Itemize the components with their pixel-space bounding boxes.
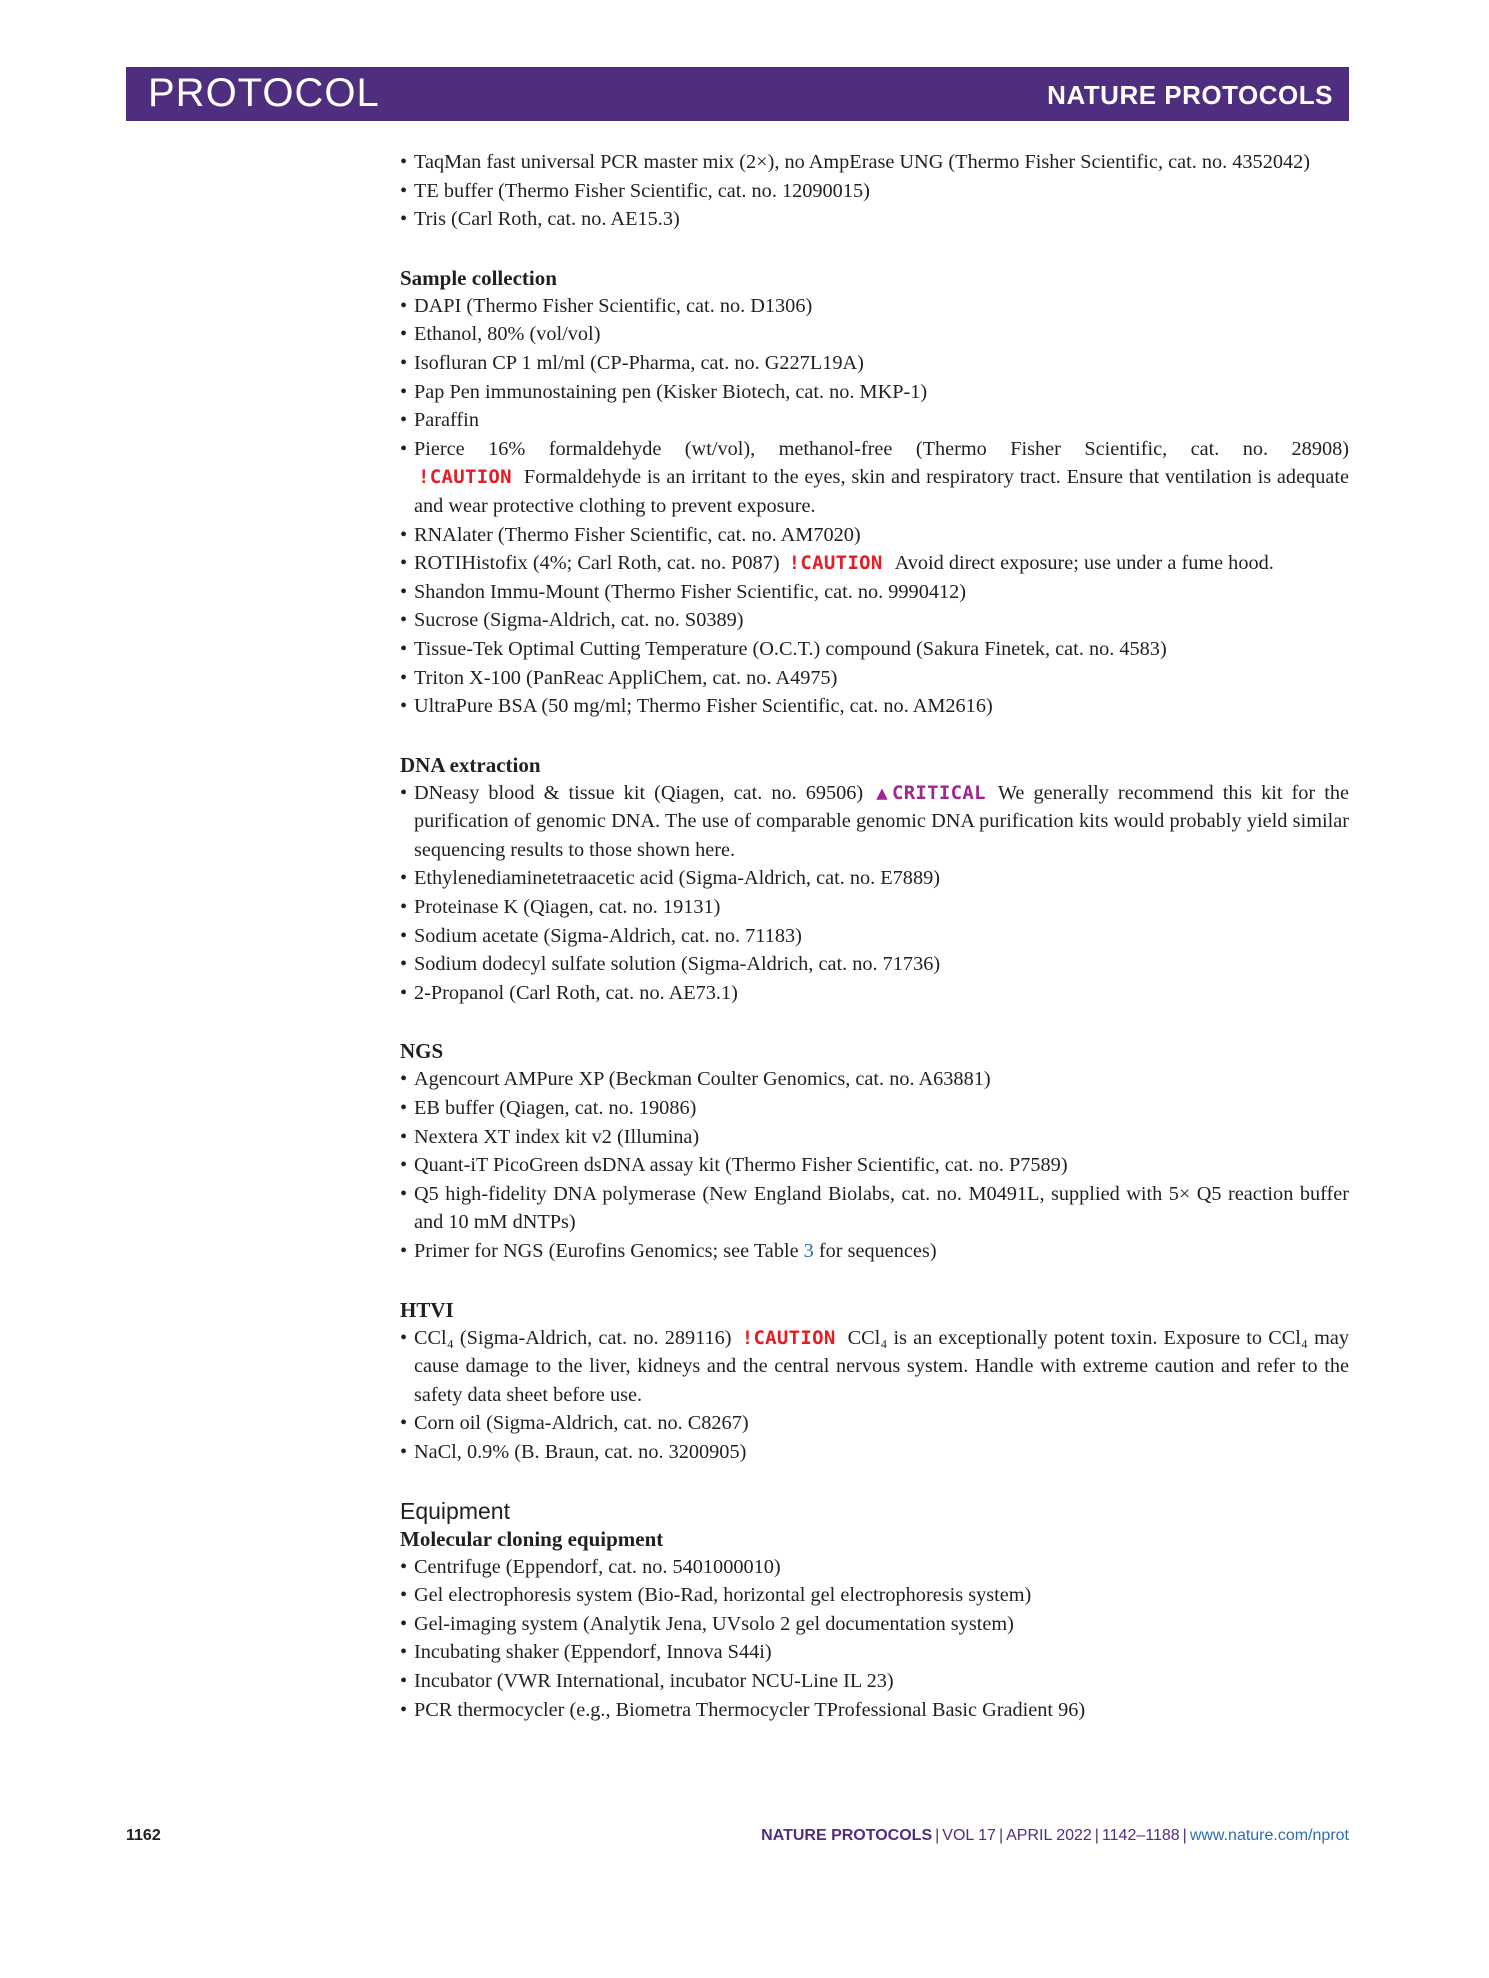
section-title: NGS xyxy=(400,1039,444,1064)
list-item: • Centrifuge (Eppendorf, cat. no. 5401000010) xyxy=(400,1553,1349,1582)
list-item: • TaqMan fast universal PCR master mix (2×), no AmpErase UNG (Thermo Fisher Scientific, cat. no. 4352042) xyxy=(400,148,1349,177)
table-link[interactable]: 3 xyxy=(803,1240,814,1262)
htvi-list xyxy=(400,1324,1349,1467)
page-footer xyxy=(126,1827,1349,1851)
list-item: • Ethanol, 80% (vol/vol) xyxy=(400,320,1349,349)
list-item-primer xyxy=(400,1237,1349,1266)
list-item: • Paraffin xyxy=(400,406,1349,435)
citation: NATURE PROTOCOLS | VOL 17 | APRIL 2022 | 1142–1188 | www.nature.com/nprot xyxy=(761,1827,1349,1844)
caution-label: !CAUTION xyxy=(788,552,883,575)
section-title: DNA extraction xyxy=(400,752,541,777)
list-item: • Quant-iT PicoGreen dsDNA assay kit (Thermo Fisher Scientific, cat. no. P7589) xyxy=(400,1151,1349,1180)
list-item: • RNAlater (Thermo Fisher Scientific, cat. no. AM7020) xyxy=(400,521,1349,550)
list-item: • 2-Propanol (Carl Roth, cat. no. AE73.1) xyxy=(400,979,1349,1008)
list-item: • Corn oil (Sigma-Aldrich, cat. no. C8267) xyxy=(400,1409,1349,1438)
section-title: HTVI xyxy=(400,1297,454,1322)
critical-text: We generally recommend this kit for the purification of genomic DNA. The use of comparable genomic DNA purification kits would probably yield similar sequencing results to those shown here. xyxy=(414,781,1349,861)
caution-label: !CAUTION xyxy=(741,1326,836,1349)
intro-section xyxy=(400,148,1349,234)
caution-label: !CAUTION xyxy=(418,466,512,489)
footer-date: APRIL 2022 xyxy=(1006,1827,1092,1844)
list-item: • EB buffer (Qiagen, cat. no. 19086) xyxy=(400,1094,1349,1123)
caution-text: Avoid direct exposure; use under a fume hood. xyxy=(894,552,1274,575)
sample-collection-section xyxy=(400,264,1349,721)
equipment-heading: Equipment xyxy=(400,1497,510,1524)
list-item: • Nextera XT index kit v2 (Illumina) xyxy=(400,1123,1349,1152)
item-text: CCl₄ (Sigma-Aldrich, cat. no. 289116) xyxy=(414,1326,732,1349)
list-item: • PCR thermocycler (e.g., Biometra Thermocycler TProfessional Basic Gradient 96) xyxy=(400,1696,1349,1725)
item-text: Pierce 16% formaldehyde (wt/vol), methanol-free (Thermo Fisher Scientific, cat. no. 28908) xyxy=(414,437,1349,460)
list-item: • Sucrose (Sigma-Aldrich, cat. no. S0389) xyxy=(400,606,1349,635)
list-item-ccl4 xyxy=(400,1324,1349,1410)
main-content xyxy=(400,148,1349,1724)
header-banner xyxy=(126,67,1349,121)
item-text: Primer for NGS (Eurofins Genomics; see Table xyxy=(414,1240,804,1262)
list-item: • Incubator (VWR International, incubator NCU-Line IL 23) xyxy=(400,1667,1349,1696)
list-item: • Tris (Carl Roth, cat. no. AE15.3) xyxy=(400,205,1349,234)
section-label: PROTOCOL xyxy=(148,71,380,115)
list-item: • Tissue-Tek Optimal Cutting Temperature (O.C.T.) compound (Sakura Finetek, cat. no. 4583) xyxy=(400,635,1349,664)
caution-text: Formaldehyde is an irritant to the eyes, skin and respiratory tract. Ensure that ventilation is adequate and wear protective clothing to prevent exposure. xyxy=(414,466,1349,517)
footer-url[interactable]: www.nature.com/nprot xyxy=(1189,1827,1349,1844)
list-item: • UltraPure BSA (50 mg/ml; Thermo Fisher Scientific, cat. no. AM2616) xyxy=(400,692,1349,721)
list-item-dneasy xyxy=(400,779,1349,865)
list-item: • Gel electrophoresis system (Bio-Rad, horizontal gel electrophoresis system) xyxy=(400,1581,1349,1610)
list-item: • Sodium dodecyl sulfate solution (Sigma-Aldrich, cat. no. 71736) xyxy=(400,950,1349,979)
section-title: Molecular cloning equipment xyxy=(400,1526,664,1551)
list-item: • Triton X-100 (PanReac AppliChem, cat. no. A4975) xyxy=(400,664,1349,693)
list-item: • Isofluran CP 1 ml/ml (CP-Pharma, cat. no. G227L19A) xyxy=(400,349,1349,378)
list-item: • Sodium acetate (Sigma-Aldrich, cat. no. 71183) xyxy=(400,922,1349,951)
section-title: Sample collection xyxy=(400,265,557,290)
caution-text: CCl₄ is an exceptionally potent toxin. Exposure to CCl₄ may cause damage to the liver, kidneys and the central nervous system. Handle with extreme caution and refer to the safety data sheet before use. xyxy=(414,1326,1349,1406)
dna-extraction-section xyxy=(400,751,1349,1008)
ngs-section xyxy=(400,1037,1349,1265)
list-item: • Shandon Immu-Mount (Thermo Fisher Scientific, cat. no. 9990412) xyxy=(400,578,1349,607)
footer-volume: VOL 17 xyxy=(942,1827,996,1844)
list-item: • Proteinase K (Qiagen, cat. no. 19131) xyxy=(400,893,1349,922)
htvi-section xyxy=(400,1296,1349,1467)
ngs-list xyxy=(400,1065,1349,1265)
footer-pages: 1142–1188 xyxy=(1101,1827,1180,1844)
page-number: 1162 xyxy=(126,1827,161,1844)
list-item: • Ethylenediaminetetraacetic acid (Sigma-Aldrich, cat. no. E7889) xyxy=(400,864,1349,893)
list-item: • Pap Pen immunostaining pen (Kisker Biotech, cat. no. MKP-1) xyxy=(400,378,1349,407)
sample-collection-list xyxy=(400,292,1349,721)
item-text: for sequences) xyxy=(813,1240,937,1262)
list-item: • Incubating shaker (Eppendorf, Innova S44i) xyxy=(400,1638,1349,1667)
list-item-pierce xyxy=(400,435,1349,521)
list-item: • Q5 high-fidelity DNA polymerase (New England Biolabs, cat. no. M0491L, supplied with 5× Q5 reaction buffer and 10 mM dNTPs) xyxy=(400,1180,1349,1237)
footer-journal: NATURE PROTOCOLS xyxy=(761,1827,933,1844)
list-item: • DAPI (Thermo Fisher Scientific, cat. no. D1306) xyxy=(400,292,1349,321)
list-item: • Agencourt AMPure XP (Beckman Coulter Genomics, cat. no. A63881) xyxy=(400,1065,1349,1094)
list-item: • Gel-imaging system (Analytik Jena, UVsolo 2 gel documentation system) xyxy=(400,1610,1349,1639)
equipment-list xyxy=(400,1553,1349,1725)
critical-label: ▲CRITICAL xyxy=(876,781,986,804)
list-item-rotihistofix xyxy=(400,549,1349,578)
list-item: • NaCl, 0.9% (B. Braun, cat. no. 3200905) xyxy=(400,1438,1349,1467)
intro-list xyxy=(400,148,1349,234)
list-item: • TE buffer (Thermo Fisher Scientific, cat. no. 12090015) xyxy=(400,177,1349,206)
item-text: ROTIHistofix (4%; Carl Roth, cat. no. P087) xyxy=(414,552,780,575)
dna-extraction-list xyxy=(400,779,1349,1008)
journal-name: NATURE PROTOCOLS xyxy=(1047,80,1333,110)
equipment-section xyxy=(400,1497,1349,1725)
item-text: DNeasy blood & tissue kit (Qiagen, cat. no. 69506) xyxy=(414,781,864,804)
